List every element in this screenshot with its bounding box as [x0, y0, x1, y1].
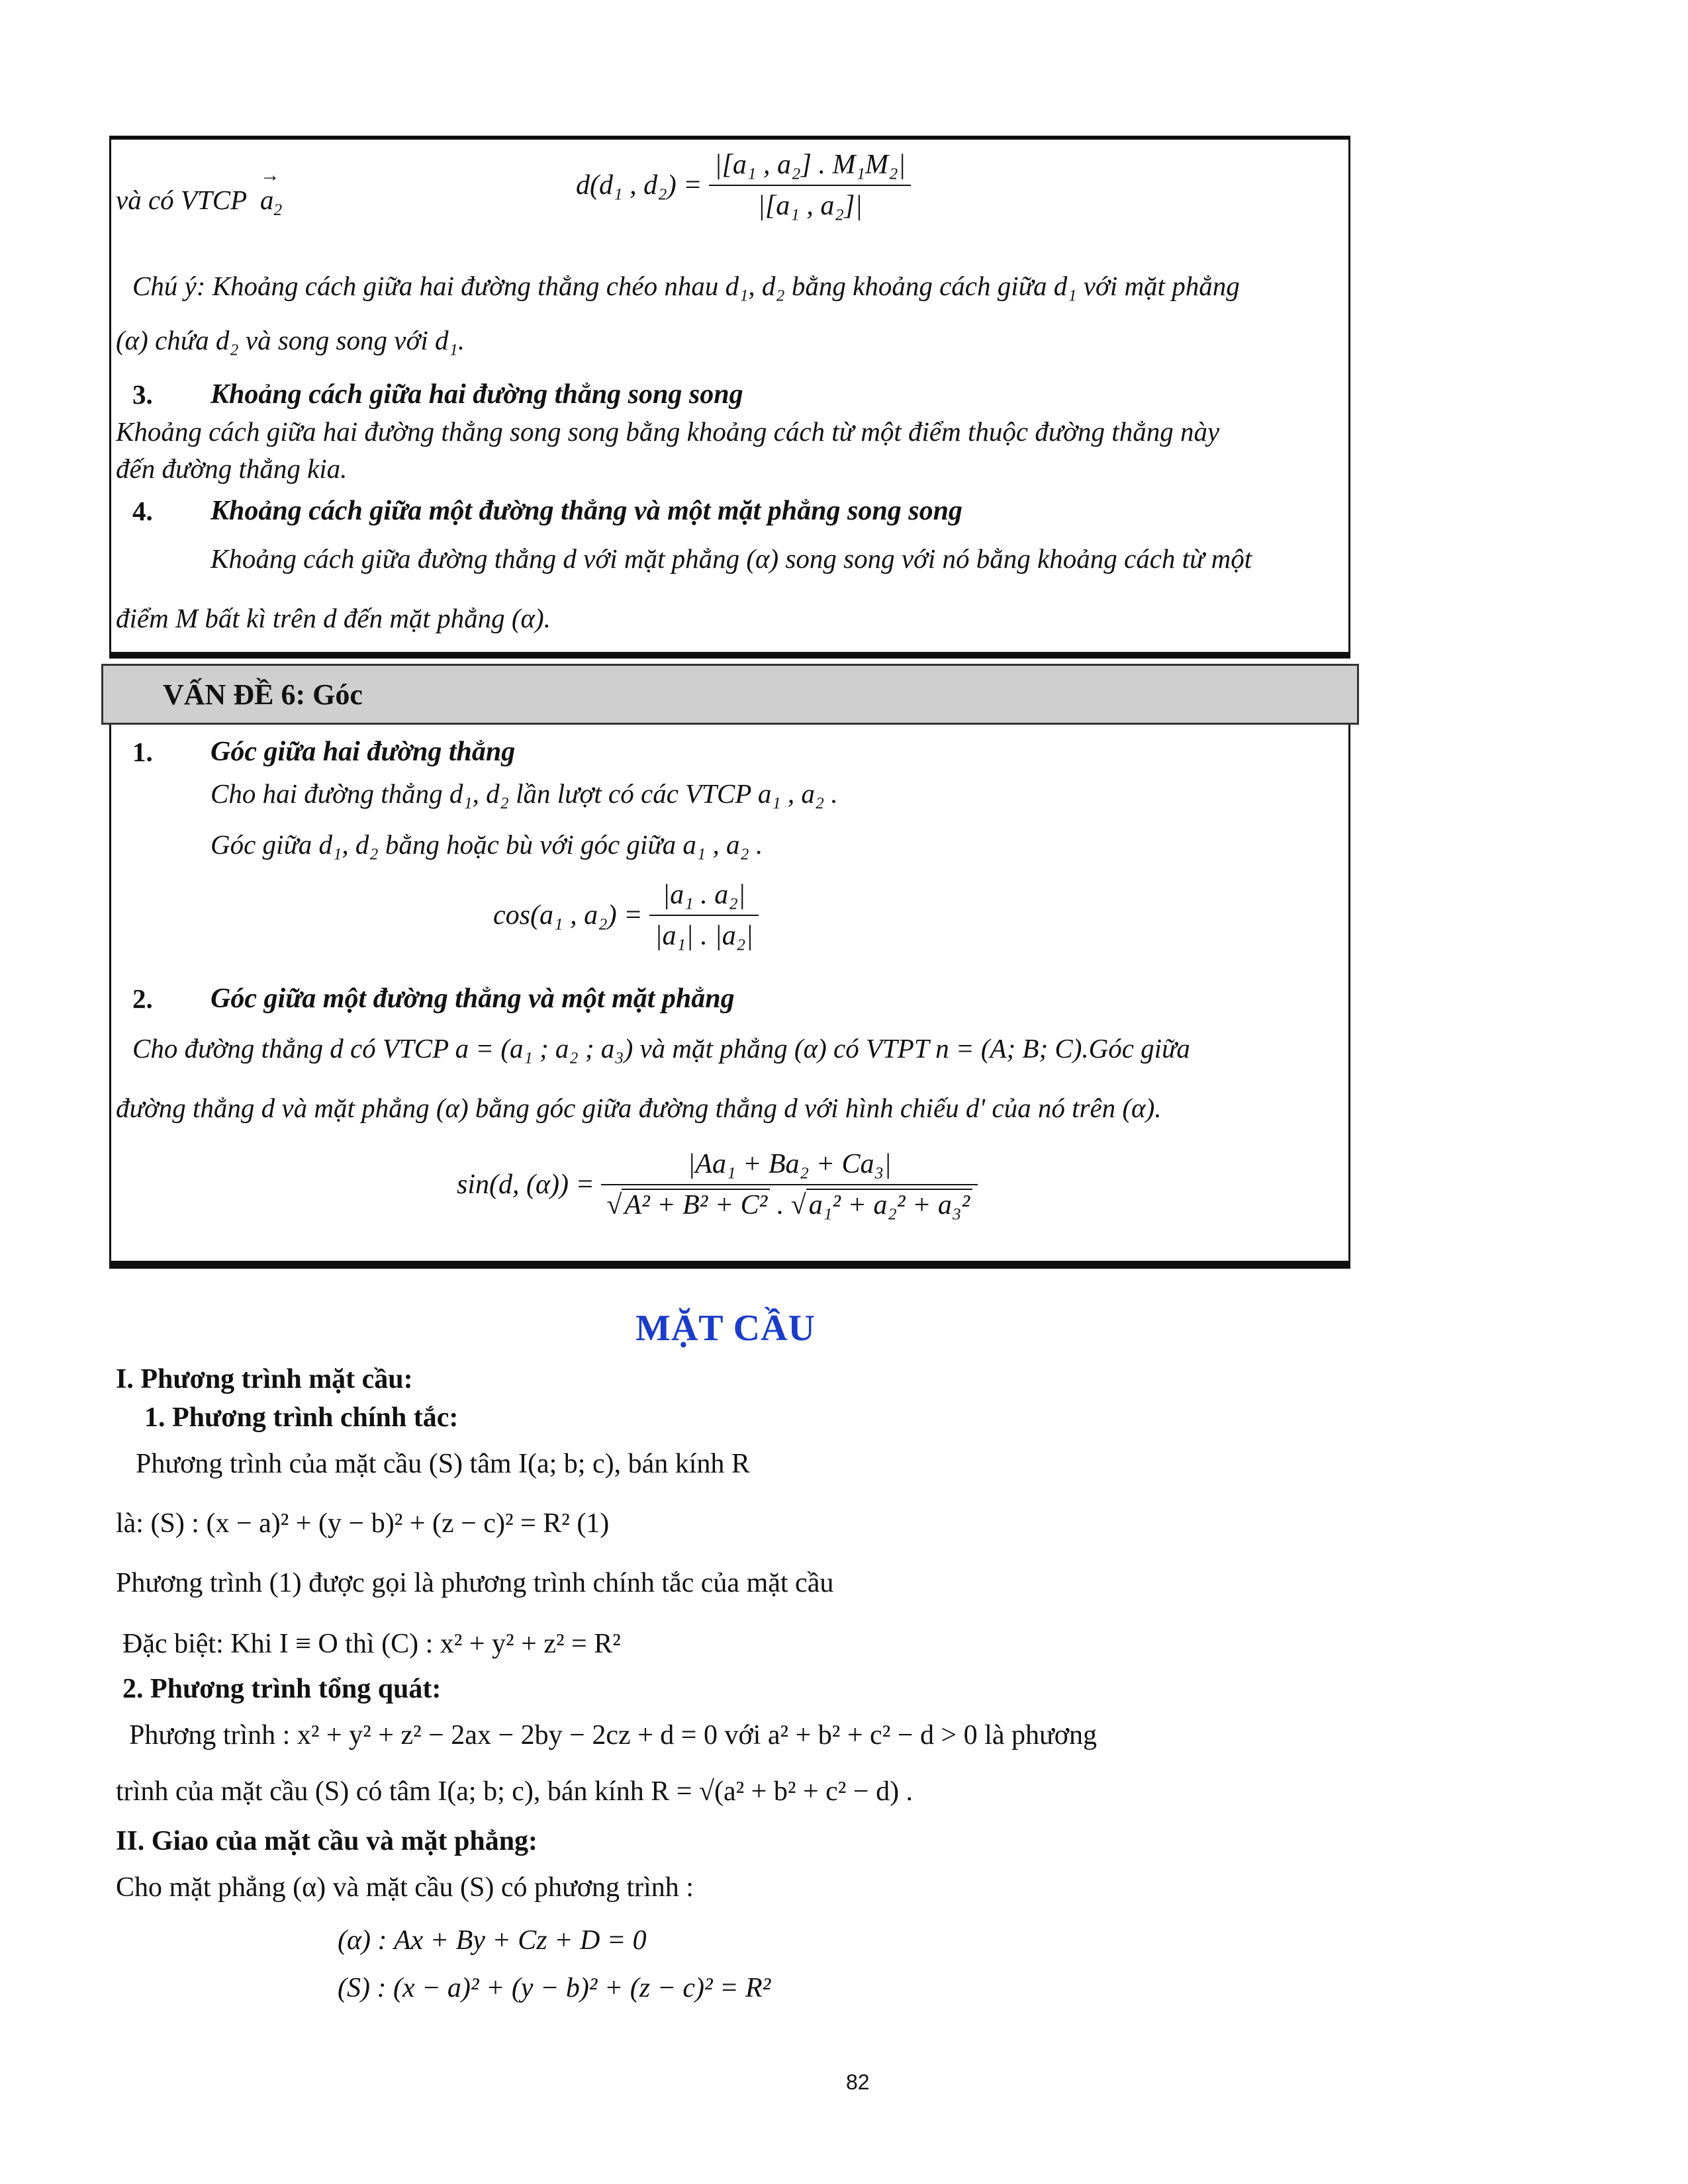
item4-text-2: điểm M bất kì trên d đến mặt phẳng (α).: [116, 603, 551, 633]
item4-number: 4.: [132, 496, 153, 526]
heading-1-2: 2. Phương trình tổng quát:: [122, 1674, 442, 1704]
paragraph-3: Phương trình (1) được gọi là phương trình chính tắc của mặt cầu: [116, 1568, 834, 1598]
note-line-1: Chú ý: Khoảng cách giữa hai đường thẳng chéo nhau d₁, d₂ bằng khoảng cách giữa d₁ với mặt phẳng: [132, 271, 1240, 301]
item4-text-1: Khoảng cách giữa đường thẳng d với mặt phẳng (α) song song với nó bằng khoảng cách từ một: [211, 543, 1252, 574]
vtcp-line: và có VTCP → $a_2$: [116, 184, 282, 220]
angle-item1-text-1: Cho hai đường thẳng d₁, d₂ lần lượt có các VTCP a₁ , a₂ .: [211, 778, 838, 809]
heading-1-1: 1. Phương trình chính tắc:: [144, 1402, 459, 1433]
angle-item1-text-2: Góc giữa d₁, d₂ bằng hoặc bù với góc giữa a₁ , a₂ .: [211, 829, 763, 860]
section-title: MẶT CẦU: [635, 1308, 816, 1349]
item3-text-1: Khoảng cách giữa hai đường thẳng song song bằng khoảng cách từ một điểm thuộc đường thẳng này: [116, 416, 1220, 447]
angle-item1-title: Góc giữa hai đường thẳng: [211, 737, 516, 767]
item3-title: Khoảng cách giữa hai đường thẳng song song: [211, 379, 743, 410]
angle-item2-text-2: đường thẳng d và mặt phẳng (α) bằng góc giữa đường thẳng d với hình chiếu d' của nó trên (α).: [116, 1093, 1162, 1123]
topic-banner: [101, 664, 1359, 725]
heading-2: II. Giao của mặt cầu và mặt phẳng:: [116, 1826, 538, 1856]
page-number: 82: [846, 2070, 870, 2094]
angle-item2-number: 2.: [132, 983, 153, 1014]
angle-item1-number: 1.: [132, 737, 153, 767]
paragraph-2: là: (S) : (x − a)² + (y − b)² + (z − c)² = R² (1): [116, 1508, 610, 1539]
equation-plane: (α) : Ax + By + Cz + D = 0: [338, 1925, 647, 1956]
item4-title: Khoảng cách giữa một đường thẳng và một mặt phẳng song song: [211, 496, 962, 526]
heading-1: I. Phương trình mặt cầu:: [116, 1364, 413, 1394]
distance-formula: d(d₁ , d₂) = $\frac{\text{|[a₁ , a₂] . M₁M₂|}}{\text{|[a₁ , a₂]|}}$: [576, 149, 911, 222]
paragraph-5: Phương trình : x² + y² + z² − 2ax − 2by − 2cz + d = 0 với a² + b² + c² − d > 0 là phương: [129, 1720, 1097, 1751]
paragraph-7: Cho mặt phẳng (α) và mặt cầu (S) có phương trình :: [116, 1872, 694, 1903]
paragraph-6: trình của mặt cầu (S) có tâm I(a; b; c), bán kính R = √(a² + b² + c² − d) .: [116, 1776, 914, 1807]
item3-text-2: đến đường thẳng kia.: [116, 453, 348, 484]
cos-formula: cos(a₁ , a₂) = $\frac{\text{|a₁ . a₂|}}{\text{|a₁| . |a₂|}}$: [493, 879, 759, 952]
note-line-2: (α) chứa d₂ và song song với d₁.: [116, 325, 465, 355]
equation-sphere: (S) : (x − a)² + (y − b)² + (z − c)² = R²: [338, 1973, 771, 2003]
paragraph-4: Đặc biệt: Khi I ≡ O thì (C) : x² + y² + z² = R²: [122, 1629, 621, 1659]
paragraph-1: Phương trình của mặt cầu (S) tâm I(a; b; c), bán kính R: [136, 1449, 750, 1479]
sin-formula: sin(d, (α)) = $\frac{\text{|Aa₁ + Ba₂ + Ca₃|}}{\text{√A² + B² + C² . √a₁² + a₂² + a₃²}}$: [457, 1148, 978, 1221]
angle-item2-title: Góc giữa một đường thẳng và một mặt phẳng: [211, 983, 735, 1014]
banner-title: VẤN ĐỀ 6: Góc: [163, 678, 363, 711]
item3-number: 3.: [132, 379, 153, 410]
angle-item2-text-1: Cho đường thẳng d có VTCP a = (a₁ ; a₂ ; a₃) và mặt phẳng (α) có VTPT n = (A; B; C).Góc giữa: [132, 1033, 1190, 1064]
